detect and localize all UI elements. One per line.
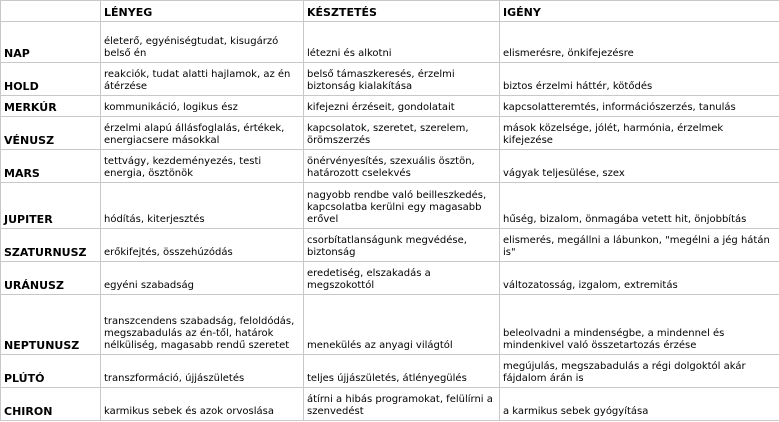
igeny-cell: vágyak teljesülése, szex — [500, 150, 779, 183]
igeny-cell: beleolvadni a mindenségbe, a mindennel és mindenkivel való összetartozás érzése — [500, 295, 779, 355]
table-row — [1, 262, 779, 295]
kesztetes-cell: teljes újjászületés, átlényegülés — [304, 355, 500, 388]
lenyeg-cell: erőkifejtés, összehúzódás — [101, 229, 304, 262]
planet-name: HOLD — [1, 63, 101, 96]
table-row — [1, 295, 779, 355]
planet-name: NAP — [1, 22, 101, 63]
header-igeny: IGÉNY — [500, 1, 779, 22]
kesztetes-cell: csorbítatlanságunk megvédése, biztonság — [304, 229, 500, 262]
planet-name: JUPITER — [1, 183, 101, 229]
lenyeg-cell: egyéni szabadság — [101, 262, 304, 295]
table-row — [1, 183, 779, 229]
igeny-cell: elismerésre, önkifejezésre — [500, 22, 779, 63]
planet-name: NEPTUNUSZ — [1, 295, 101, 355]
lenyeg-cell: hódítás, kiterjesztés — [101, 183, 304, 229]
planet-name: VÉNUSZ — [1, 117, 101, 150]
table-row — [1, 117, 779, 150]
planet-name: MERKÚR — [1, 96, 101, 117]
lenyeg-cell: karmikus sebek és azok orvoslása — [101, 388, 304, 421]
planet-name: URÁNUSZ — [1, 262, 101, 295]
planet-name: SZATURNUSZ — [1, 229, 101, 262]
kesztetes-cell: belső támaszkeresés, érzelmi biztonság kialakítása — [304, 63, 500, 96]
lenyeg-cell: érzelmi alapú állásfoglalás, értékek, energiacsere másokkal — [101, 117, 304, 150]
kesztetes-cell: kifejezni érzéseit, gondolatait — [304, 96, 500, 117]
table-row — [1, 229, 779, 262]
lenyeg-cell: kommunikáció, logikus ész — [101, 96, 304, 117]
igeny-cell: elismerés, megállni a lábunkon, "megélni a jég hátán is" — [500, 229, 779, 262]
kesztetes-cell: nagyobb rendbe való beilleszkedés, kapcsolatba kerülni egy magasabb erővel — [304, 183, 500, 229]
igeny-cell: kapcsolatteremtés, információszerzés, tanulás — [500, 96, 779, 117]
lenyeg-cell: életerő, egyéniségtudat, kisugárzó belső én — [101, 22, 304, 63]
table-row — [1, 63, 779, 96]
lenyeg-cell: reakciók, tudat alatti hajlamok, az én átérzése — [101, 63, 304, 96]
header-planet — [1, 1, 101, 22]
table-row — [1, 22, 779, 63]
header-lenyeg: LÉNYEG — [101, 1, 304, 22]
kesztetes-cell: menekülés az anyagi világtól — [304, 295, 500, 355]
igeny-cell: mások közelsége, jólét, harmónia, érzelmek kifejezése — [500, 117, 779, 150]
igeny-cell: biztos érzelmi háttér, kötődés — [500, 63, 779, 96]
kesztetes-cell: önérvényesítés, szexuális ösztön, határozott cselekvés — [304, 150, 500, 183]
lenyeg-cell: transzformáció, újjászületés — [101, 355, 304, 388]
lenyeg-cell: tettvágy, kezdeményezés, testi energia, ösztönök — [101, 150, 304, 183]
kesztetes-cell: kapcsolatok, szeretet, szerelem, örömszerzés — [304, 117, 500, 150]
igeny-cell: megújulás, megszabadulás a régi dolgoktól akár fájdalom árán is — [500, 355, 779, 388]
planet-name: MARS — [1, 150, 101, 183]
table-row — [1, 355, 779, 388]
header-kesztetes: KÉSZTETÉS — [304, 1, 500, 22]
kesztetes-cell: átírni a hibás programokat, felülírni a szenvedést — [304, 388, 500, 421]
header-row — [1, 1, 779, 22]
kesztetes-cell: eredetiség, elszakadás a megszokottól — [304, 262, 500, 295]
table-row — [1, 96, 779, 117]
igeny-cell: a karmikus sebek gyógyítása — [500, 388, 779, 421]
igeny-cell: hűség, bizalom, önmagába vetett hit, önjobbítás — [500, 183, 779, 229]
planet-name: CHIRON — [1, 388, 101, 421]
planet-name: PLÚTÓ — [1, 355, 101, 388]
igeny-cell: változatosság, izgalom, extremitás — [500, 262, 779, 295]
table-row — [1, 150, 779, 183]
lenyeg-cell: transzcendens szabadság, feloldódás, megszabadulás az én-től, határok nélküliség, magasabb rendű szeretet — [101, 295, 304, 355]
kesztetes-cell: létezni és alkotni — [304, 22, 500, 63]
table-row — [1, 388, 779, 421]
